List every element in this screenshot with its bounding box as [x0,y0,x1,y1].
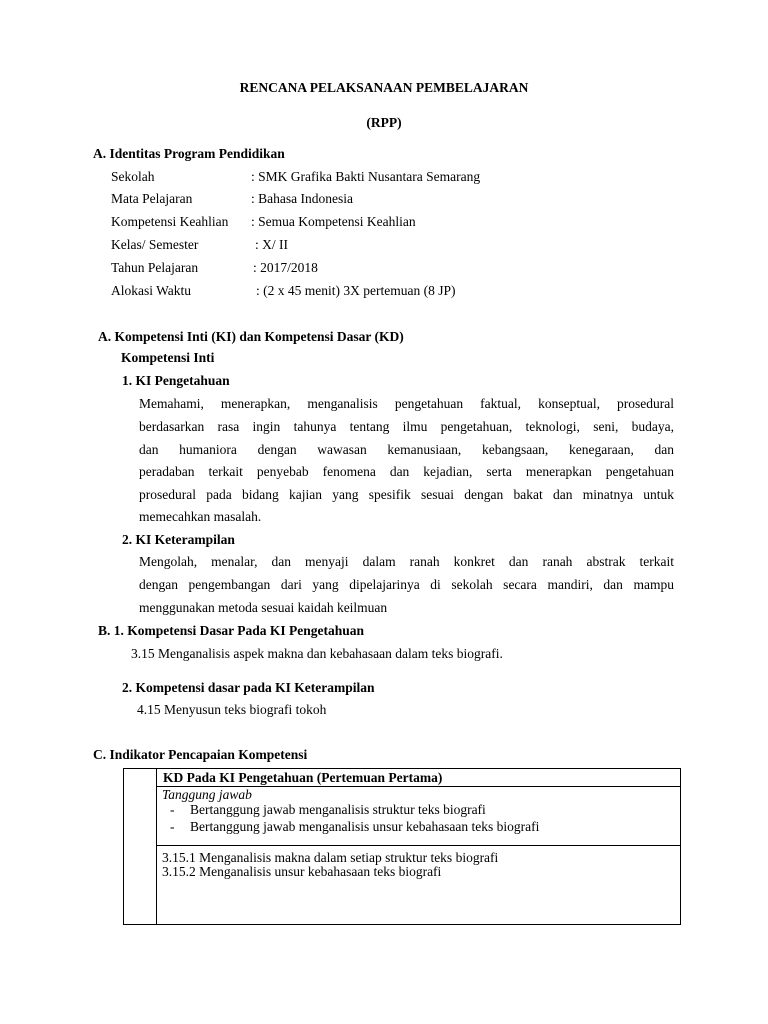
ki-pengetahuan-line: peradaban terkait penyebab fenomena dan kejadian, serta menerapkan pengetahuan [139,464,674,479]
ki-keterampilan-line: dengan pengembangan dari yang dipelajarinya di sekolah secara mandiri, dan mampu [139,577,674,592]
table-column-divider [156,768,157,925]
identitas-label: Kompetensi Keahlian [111,214,229,229]
bullet-marker: - [170,819,175,834]
identitas-value: : Semua Kompetensi Keahlian [251,214,416,229]
identitas-label: Tahun Pelajaran [111,260,199,275]
ki-pengetahuan-line: memecahkan masalah. [139,509,262,524]
bullet-marker: - [170,802,175,817]
identitas-value: : Bahasa Indonesia [251,191,353,206]
ki-pengetahuan-line: dan humaniora dengan wawasan kemanusiaan, kebangsaan, kenegaraan, dan [139,442,674,457]
ki-pengetahuan-heading: 1. KI Pengetahuan [122,373,230,388]
identitas-value: : 2017/2018 [253,260,318,275]
identitas-label: Mata Pelajaran [111,191,193,206]
sikap-label: Tanggung jawab [162,787,252,802]
kd-pengetahuan-heading: B. 1. Kompetensi Dasar Pada KI Pengetahuan [98,623,365,638]
list-item [170,820,539,834]
ki-kd-heading: A. Kompetensi Inti (KI) dan Kompetensi Dasar (KD) [98,329,404,344]
identitas-label: Alokasi Waktu [111,283,192,298]
kd-pengetahuan-item: 3.15 Menganalisis aspek makna dan kebahasaan dalam teks biografi. [131,646,503,661]
document-title: RENCANA PELAKSANAAN PEMBELAJARAN [239,80,529,95]
list-item-text: Bertanggung jawab menganalisis struktur teks biografi [190,802,486,817]
kd-keterampilan-item: 4.15 Menyusun teks biografi tokoh [137,702,327,717]
identitas-heading: A. Identitas Program Pendidikan [93,146,285,161]
ki-pengetahuan-line: Memahami, menerapkan, menganalisis pengetahuan faktual, konseptual, prosedural [139,396,674,411]
identitas-value: : SMK Grafika Bakti Nusantara Semarang [251,169,481,184]
table-row-divider [156,845,681,846]
document-subtitle: (RPP) [366,115,402,130]
ki-keterampilan-line: Mengolah, menalar, dan menyaji dalam ranah konkret dan ranah abstrak terkait [139,554,674,569]
kompetensi-inti-heading: Kompetensi Inti [121,350,215,365]
indikator-heading: C. Indikator Pencapaian Kompetensi [93,747,308,762]
identitas-label: Sekolah [111,169,155,184]
identitas-label: Kelas/ Semester [111,237,199,252]
ki-keterampilan-line: menggunakan metoda sesuai kaidah keilmuan [139,600,388,615]
identitas-value: : (2 x 45 menit) 3X pertemuan (8 JP) [256,283,456,298]
indicator-item: 3.15.1 Menganalisis makna dalam setiap struktur teks biografi [162,850,499,865]
ki-pengetahuan-line: prosedural pada bidang kajian yang spesifik sesuai dengan bakat dan minatnya untuk [139,487,674,502]
kd-keterampilan-heading: 2. Kompetensi dasar pada KI Keterampilan [122,680,375,695]
identitas-value: : X/ II [255,237,288,252]
ki-keterampilan-heading: 2. KI Keterampilan [122,532,235,547]
table-header: KD Pada KI Pengetahuan (Pertemuan Pertama) [163,770,443,785]
indicator-item: 3.15.2 Menganalisis unsur kebahasaan teks biografi [162,864,442,879]
list-item-text: Bertanggung jawab menganalisis unsur kebahasaan teks biografi [190,819,540,834]
ki-pengetahuan-line: berdasarkan rasa ingin tahunya tentang ilmu pengetahuan, teknologi, seni, budaya, [139,419,674,434]
list-item [170,803,486,817]
